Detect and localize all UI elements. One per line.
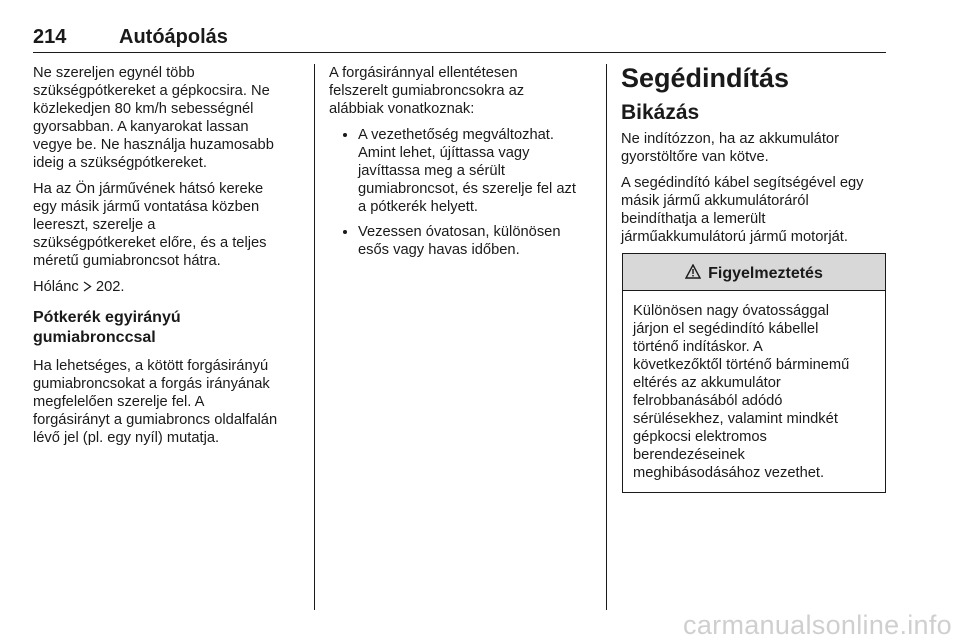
warning-title: Figyelmeztetés bbox=[708, 265, 823, 282]
list-item: • Vezessen óvatosan, különösen esős vagy havas időben. bbox=[358, 223, 597, 259]
column-2 bbox=[329, 64, 597, 266]
section-heading: Bikázás bbox=[621, 101, 700, 124]
list-item: • A vezethetőség megváltozhat. Amint lehet, újíttassa vagy javíttassa meg a sérült gumiabroncsot, és szerelje fel azt a pótkerék helyett. bbox=[358, 126, 597, 216]
column-divider bbox=[314, 64, 315, 610]
paragraph-reverse-mounted-intro: A forgásiránnyal ellentétesen felszerelt gumiabroncsokra az alábbiak vonatkoznak: bbox=[329, 65, 525, 117]
paragraph-jump-start: A segédindító kábel segítségével egy másik jármű akkumulátoráról beindíthatja a lemerült járműakkumulátorú jármű motorját. bbox=[621, 175, 864, 245]
column-3 bbox=[621, 62, 887, 254]
page-header bbox=[33, 26, 886, 53]
warning-text: Különösen nagy óvatossággal járjon el segédindító kábellel történő indításkor. A következőktől történő bárminemű eltérés az akkumulátor felrobbanásából adódó sérülésekhez, valamint mindkét gépkocsi elektromos berendezéseinek meghibásodásához vezethet. bbox=[633, 303, 850, 481]
section-title: Autóápolás bbox=[119, 26, 228, 48]
page-number: 214 bbox=[33, 26, 67, 48]
paragraph-spare-wheel-limits: Ne szereljen egynél több szükségpótkereket a gépkocsira. Ne közlekedjen 80 km/h sebességnél gyorsabban. A kanyarokat lassan vegye be. Ne használja huzamosabb ideig a szükségpótkereket. bbox=[33, 65, 274, 171]
paragraph-no-fast-charger: Ne indítózzon, ha az akkumulátor gyorstöltőre van kötve. bbox=[621, 131, 839, 165]
snow-chain-reference: Hólánc 202. bbox=[33, 279, 125, 295]
column-1 bbox=[33, 64, 301, 455]
paragraph-rear-tyre-towing: Ha az Ön járművének hátsó kereke egy másik jármű vontatása közben leereszt, szerelje a szükségpótkereket előre, és a teljes méretű gumiabroncsot hátra. bbox=[33, 181, 267, 269]
column-divider bbox=[606, 64, 607, 610]
warning-triangle-icon bbox=[685, 262, 706, 282]
page-reference-icon bbox=[83, 279, 96, 295]
paragraph-directional-tyres: Ha lehetséges, a kötött forgásirányú gumiabroncsokat a forgás irányának megfelelően szerelje fel. A forgásirányt a gumiabroncs oldalfalán lévő jel (pl. egy nyíl) mutatja. bbox=[33, 358, 278, 446]
warning-box bbox=[622, 253, 886, 493]
page-reference-link[interactable]: 202. bbox=[95, 279, 125, 295]
bullet-list bbox=[329, 126, 597, 259]
subsection-heading: Pótkerék egyirányú gumiabronccsal bbox=[33, 309, 181, 346]
warning-header bbox=[623, 254, 885, 291]
watermark: carmanualsonline.info bbox=[683, 610, 952, 640]
chapter-title: Segédindítás bbox=[621, 63, 790, 93]
